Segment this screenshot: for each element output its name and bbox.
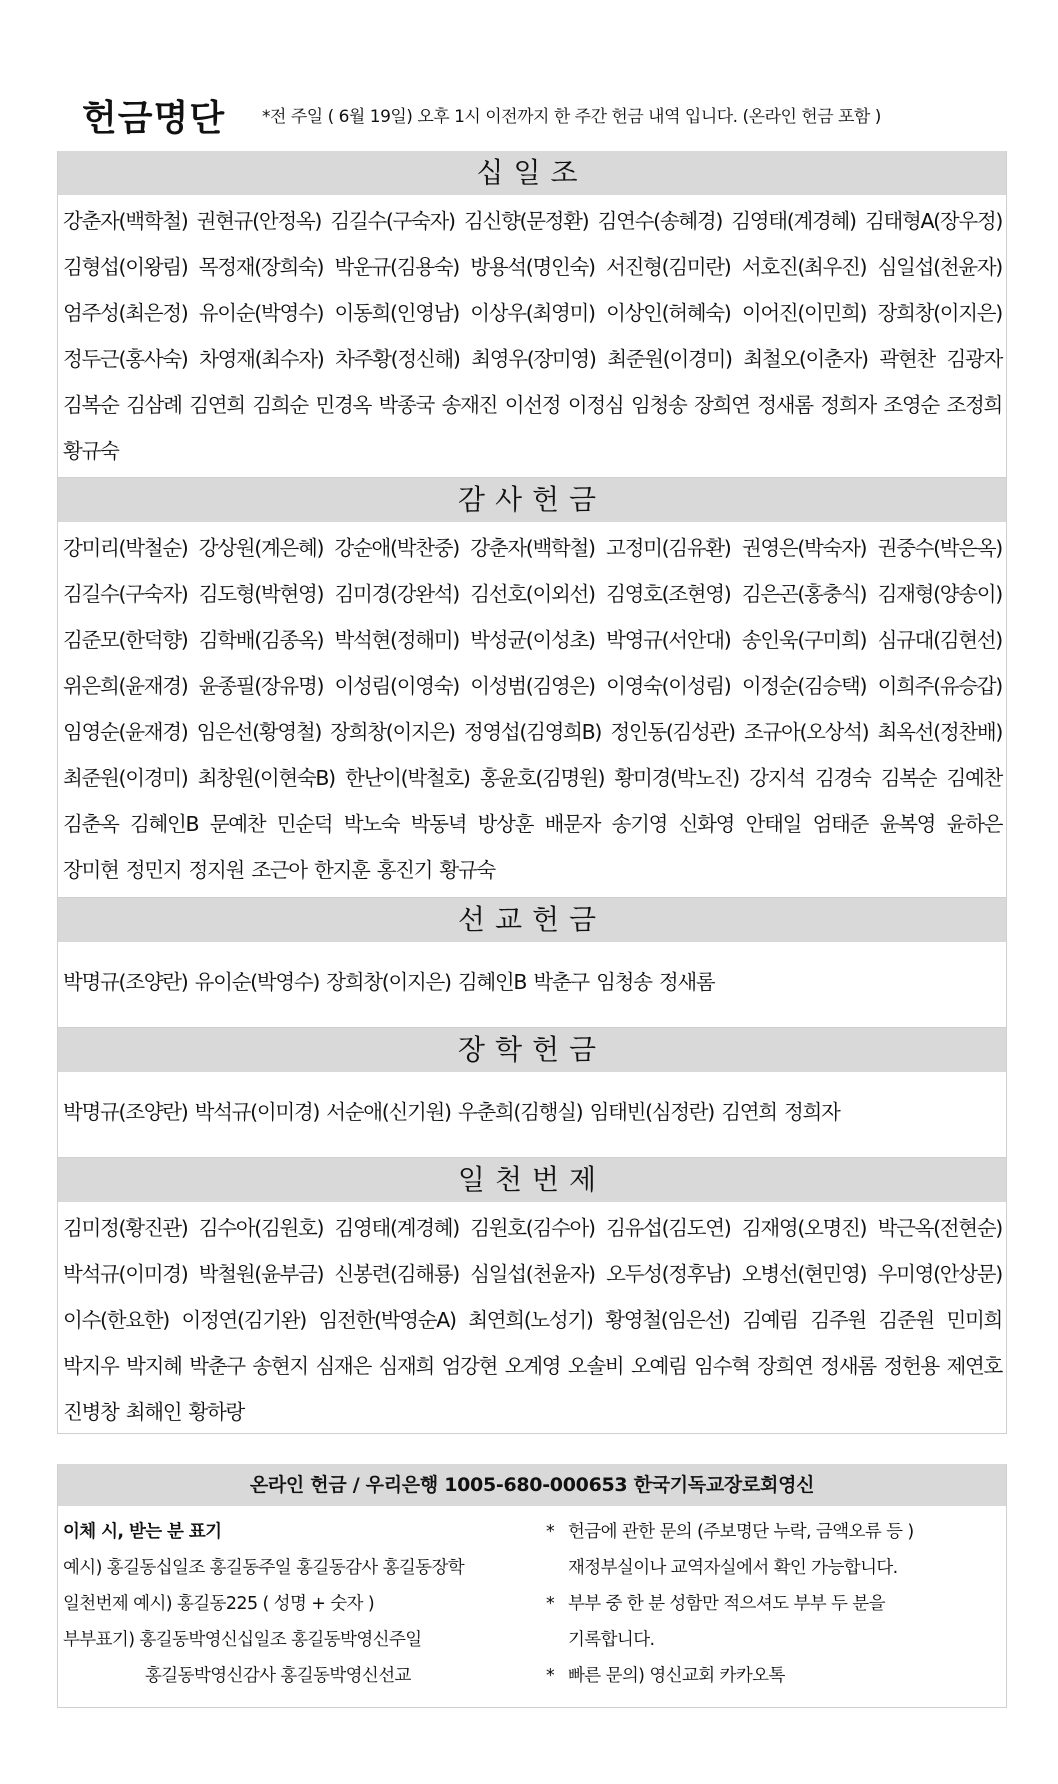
donor-name: 홍윤호(김명원)	[479, 766, 605, 790]
asterisk-icon: *	[546, 1666, 555, 1686]
donor-name: 조규아(오상석)	[743, 720, 869, 744]
section-title: 일천번제	[58, 1158, 1006, 1202]
asterisk-icon: *	[546, 1522, 555, 1542]
page-title: 헌금명단	[82, 98, 226, 139]
donor-name: 정새롬	[820, 1354, 876, 1378]
donor-name: 권현규(안정옥)	[196, 209, 322, 233]
donor-name: 김연희	[189, 393, 245, 417]
inquiry-note-text: 재정부실이나 교역자실에서 확인 가능합니다.	[568, 1558, 898, 1578]
donor-name: 조영순	[883, 393, 939, 417]
donor-name: 이성림(이영숙)	[334, 674, 459, 698]
donor-name: 최준원(이경미)	[607, 347, 732, 371]
section-title: 십일조	[58, 151, 1006, 195]
donor-name: 김혜인B	[457, 970, 527, 994]
donor-name: 정인동(김성관)	[610, 720, 735, 744]
donor-name: 정두근(홍사숙)	[63, 347, 188, 371]
donor-name: 김유섭(김도연)	[606, 1216, 731, 1240]
donor-name: 김미정(황진관)	[63, 1216, 188, 1240]
donor-name: 이정순(김승택)	[741, 674, 867, 698]
donor-name: 제연호	[946, 1354, 1003, 1378]
donor-name: 김선호(이외선)	[470, 582, 595, 606]
inquiry-notes	[546, 1514, 1001, 1694]
donor-name: 신화영	[678, 812, 735, 836]
donor-name: 황규숙	[439, 858, 495, 882]
donor-name: 진병창	[63, 1400, 119, 1424]
donor-name: 이성범(김영은)	[470, 674, 595, 698]
donor-name: 장희창(이지은)	[330, 720, 455, 744]
donor-name: 이영숙(이성림)	[606, 674, 731, 698]
donor-name: 장미현	[63, 858, 119, 882]
donor-name: 최옥선(정찬배)	[877, 720, 1003, 744]
transfer-instructions	[63, 1514, 543, 1694]
donor-name: 윤하은	[946, 812, 1003, 836]
donor-name: 안태일	[745, 812, 802, 836]
donor-name: 곽현찬	[879, 347, 935, 371]
donor-name: 장희창(이지은)	[326, 970, 451, 994]
donor-name: 황영철(임은선)	[605, 1308, 730, 1332]
inquiry-note-text: 부부 중 한 분 성함만 적으셔도 부부 두 분을	[568, 1594, 885, 1614]
donor-name: 최연희(노성기)	[468, 1308, 593, 1332]
donor-name: 박노숙	[343, 812, 400, 836]
donor-name: 임태빈(심정란)	[589, 1100, 714, 1124]
name-list	[58, 522, 1006, 893]
donor-name: 강순애(박찬중)	[334, 536, 459, 560]
donor-name: 박지우	[63, 1354, 119, 1378]
donor-name: 송현지	[252, 1354, 308, 1378]
donor-name: 한지훈	[313, 858, 370, 882]
donor-name: 신봉련(김해룡)	[334, 1262, 459, 1286]
donor-name: 장희연	[694, 393, 750, 417]
donor-name: 김수아(김원호)	[198, 1216, 324, 1240]
inquiry-note-line	[546, 1658, 1001, 1694]
donor-name: 강상원(계은혜)	[198, 536, 324, 560]
donor-name: 박석규(이미경)	[194, 1100, 320, 1124]
header-note: *전 주일 ( 6월 19일) 오후 1시 이전까지 한 주간 헌금 내역 입니다. (온라인 헌금 포함 )	[262, 107, 881, 127]
transfer-example: 일천번제 예시) 홍길동225 ( 성명 + 숫자 )	[63, 1594, 375, 1614]
donor-name: 김영호(조현영)	[606, 582, 731, 606]
online-offering-box	[57, 1464, 1007, 1708]
inquiry-note-text: 빠른 문의) 영신교회 카카오톡	[568, 1666, 785, 1686]
donor-name: 박춘구	[189, 1354, 245, 1378]
donor-name: 이정심	[567, 393, 624, 417]
donor-name: 이선정	[504, 393, 561, 417]
donor-name: 엄주성(최은정)	[63, 301, 188, 325]
inquiry-note-text: 헌금에 관한 문의 (주보명단 누락, 금액오류 등 )	[568, 1522, 914, 1542]
section-title: 선교헌금	[58, 898, 1006, 942]
donor-name: 박종국	[378, 393, 435, 417]
donor-name: 위은희(윤재경)	[63, 674, 188, 698]
donor-name: 방상훈	[477, 812, 534, 836]
donor-name: 임수혁	[694, 1354, 750, 1378]
donor-name: 박석규(이미경)	[63, 1262, 188, 1286]
donor-name: 차주황(정신해)	[335, 347, 460, 371]
donor-name: 이어진(이민희)	[741, 301, 867, 325]
inquiry-note-line	[546, 1586, 1001, 1622]
donor-name: 황미경(박노진)	[614, 766, 739, 790]
donor-name: 김준원	[878, 1308, 934, 1332]
donor-name: 최창원(이현숙B)	[197, 766, 335, 790]
donor-name: 강춘자(백학철)	[63, 209, 188, 233]
donor-name: 강지석	[749, 766, 805, 790]
donor-name: 김원호(김수아)	[470, 1216, 595, 1240]
donor-name: 임청송	[596, 970, 652, 994]
donor-name: 김태형A(장우정)	[864, 209, 1003, 233]
donor-name: 최영우(장미영)	[471, 347, 596, 371]
donor-name: 김은곤(홍충식)	[741, 582, 867, 606]
donor-name: 강춘자(백학철)	[470, 536, 595, 560]
donor-name: 박운규(김용숙)	[334, 255, 459, 279]
donor-name: 정새롬	[757, 393, 813, 417]
donor-name: 임청송	[630, 393, 687, 417]
name-list	[58, 1202, 1006, 1435]
name-list	[58, 1072, 1006, 1135]
donor-name: 엄태준	[812, 812, 869, 836]
donor-name: 오계영	[504, 1354, 561, 1378]
donor-name: 송기영	[611, 812, 668, 836]
donor-name: 오솔비	[567, 1354, 624, 1378]
donor-name: 장희창(이지은)	[877, 301, 1003, 325]
donor-name: 김연수(송혜경)	[597, 209, 723, 233]
name-list	[58, 195, 1006, 474]
donor-name: 박명규(조양란)	[63, 970, 188, 994]
donor-name: 최해인	[125, 1400, 182, 1424]
donor-name: 이상인(허혜숙)	[606, 301, 731, 325]
donor-name: 송인욱(구미희)	[741, 628, 867, 652]
donor-name: 방용석(명인숙)	[470, 255, 595, 279]
donor-name: 한난이(박철호)	[345, 766, 470, 790]
donor-name: 임영순(윤재경)	[63, 720, 188, 744]
donor-name: 김재영(오명진)	[741, 1216, 867, 1240]
donor-name: 고정미(김유환)	[606, 536, 731, 560]
donor-name: 심규대(김현선)	[877, 628, 1003, 652]
donor-name: 박춘구	[533, 970, 589, 994]
header	[82, 88, 1012, 148]
donor-name: 최준원(이경미)	[63, 766, 188, 790]
donor-name: 김길수(구숙자)	[330, 209, 455, 233]
transfer-label: 이체 시, 받는 분 표기	[63, 1522, 222, 1542]
donor-name: 정희자	[820, 393, 876, 417]
donor-name: 김신향(문정환)	[463, 209, 589, 233]
donor-name: 정지원	[188, 858, 244, 882]
donor-name: 이수(한요한)	[63, 1308, 169, 1332]
donor-name: 우미영(안상문)	[877, 1262, 1003, 1286]
donor-name: 심재희	[378, 1354, 435, 1378]
donor-name: 정영섭(김영희B)	[463, 720, 602, 744]
donor-name: 권영은(박숙자)	[741, 536, 867, 560]
transfer-example: 부부표기) 홍길동박영신십일조 홍길동박영신주일	[63, 1630, 422, 1650]
section-scholarship	[57, 1028, 1007, 1158]
donor-name: 김재형(양송이)	[877, 582, 1003, 606]
donor-name: 김예찬	[946, 766, 1003, 790]
donor-name: 홍진기	[376, 858, 433, 882]
donor-name: 김영태(계경혜)	[731, 209, 856, 233]
inquiry-note-text: 기록합니다.	[568, 1630, 655, 1650]
donor-name: 민미희	[946, 1308, 1003, 1332]
donor-name: 황하랑	[188, 1400, 244, 1424]
donor-name: 박성균(이성초)	[470, 628, 595, 652]
name-list	[58, 942, 1006, 1005]
donor-name: 김도형(박현영)	[198, 582, 324, 606]
donor-name: 김학배(김종옥)	[198, 628, 324, 652]
donor-name: 김복순	[880, 766, 937, 790]
donor-name: 문예찬	[209, 812, 266, 836]
donor-name: 박명규(조양란)	[63, 1100, 188, 1124]
donor-name: 정민지	[125, 858, 182, 882]
donor-name: 김형섭(이왕림)	[63, 255, 188, 279]
donor-name: 유이순(박영수)	[198, 301, 324, 325]
transfer-example: 예시) 홍길동십일조 홍길동주일 홍길동감사 홍길동장학	[63, 1558, 465, 1578]
donor-name: 김경숙	[814, 766, 871, 790]
donor-name: 배문자	[544, 812, 601, 836]
donor-name: 임전한(박영순A)	[318, 1308, 456, 1332]
inquiry-note-line	[546, 1622, 1001, 1658]
donor-name: 정희자	[783, 1100, 840, 1124]
donor-name: 박동녁	[410, 812, 467, 836]
section-mission	[57, 898, 1007, 1028]
donor-name: 김주원	[810, 1308, 866, 1332]
donor-name: 이상우(최영미)	[470, 301, 595, 325]
donor-name: 장희연	[757, 1354, 813, 1378]
donor-name: 김희순	[252, 393, 308, 417]
donor-name: 정새롬	[658, 970, 715, 994]
section-thousand-offering	[57, 1158, 1007, 1434]
section-title: 장학헌금	[58, 1028, 1006, 1072]
donor-name: 김복순	[63, 393, 119, 417]
donor-name: 박철원(윤부금)	[198, 1262, 324, 1286]
donor-name: 이희주(유승갑)	[877, 674, 1003, 698]
donor-name: 박석현(정해미)	[334, 628, 459, 652]
donor-name: 엄강현	[441, 1354, 498, 1378]
donor-name: 강미리(박철순)	[63, 536, 188, 560]
donor-name: 김춘옥	[63, 812, 119, 836]
donor-name: 김혜인B	[129, 812, 199, 836]
donor-name: 조근아	[251, 858, 307, 882]
donor-name: 김영태(계경혜)	[334, 1216, 459, 1240]
donor-name: 김연희	[721, 1100, 777, 1124]
donor-name: 김준모(한덕향)	[63, 628, 188, 652]
donor-name: 서진형(김미란)	[606, 255, 731, 279]
donor-name: 박근옥(전현순)	[877, 1216, 1003, 1240]
donor-name: 유이순(박영수)	[194, 970, 320, 994]
donor-name: 김미경(강완석)	[334, 582, 459, 606]
donor-name: 조정희	[946, 393, 1003, 417]
donor-name: 김삼례	[126, 393, 182, 417]
donor-name: 서호진(최우진)	[741, 255, 867, 279]
online-offering-title: 온라인 헌금 / 우리은행 1005-680-000653 한국기독교장로회영신	[58, 1464, 1006, 1506]
donor-name: 오예림	[630, 1354, 687, 1378]
section-title: 감사헌금	[58, 478, 1006, 522]
donor-name: 김광자	[946, 347, 1003, 371]
section-thanksgiving	[57, 478, 1007, 898]
donor-name: 윤종필(장유명)	[198, 674, 324, 698]
donor-name: 박영규(서안대)	[606, 628, 731, 652]
donor-name: 이정연(김기완)	[181, 1308, 306, 1332]
donor-name: 우춘희(김행실)	[457, 1100, 583, 1124]
donor-name: 심일섭(천윤자)	[877, 255, 1003, 279]
donor-name: 권중수(박은옥)	[877, 536, 1003, 560]
transfer-example: 홍길동박영신감사 홍길동박영신선교	[145, 1666, 411, 1686]
donor-name: 윤복영	[879, 812, 936, 836]
donor-name: 송재진	[441, 393, 498, 417]
donor-name: 목정재(장희숙)	[198, 255, 324, 279]
inquiry-note-line	[546, 1514, 1001, 1550]
donor-name: 민순덕	[276, 812, 333, 836]
donor-name: 최철오(이춘자)	[743, 347, 868, 371]
donor-name: 이동희(인영남)	[334, 301, 459, 325]
donor-name: 심재은	[315, 1354, 371, 1378]
asterisk-icon: *	[546, 1594, 555, 1614]
donor-name: 오병선(현민영)	[741, 1262, 867, 1286]
donor-name: 김예림	[742, 1308, 798, 1332]
inquiry-note-line	[546, 1550, 1001, 1586]
donor-name: 임은선(황영철)	[196, 720, 322, 744]
donor-name: 민경옥	[315, 393, 371, 417]
section-tithe	[57, 151, 1007, 478]
donor-name: 김길수(구숙자)	[63, 582, 188, 606]
donor-name: 차영재(최수자)	[199, 347, 324, 371]
donor-name: 박지혜	[126, 1354, 182, 1378]
donor-name: 오두성(정후남)	[606, 1262, 731, 1286]
donor-name: 정헌용	[883, 1354, 939, 1378]
donor-name: 황규숙	[63, 439, 119, 463]
donor-name: 서순애(신기원)	[326, 1100, 451, 1124]
donor-name: 심일섭(천윤자)	[470, 1262, 595, 1286]
